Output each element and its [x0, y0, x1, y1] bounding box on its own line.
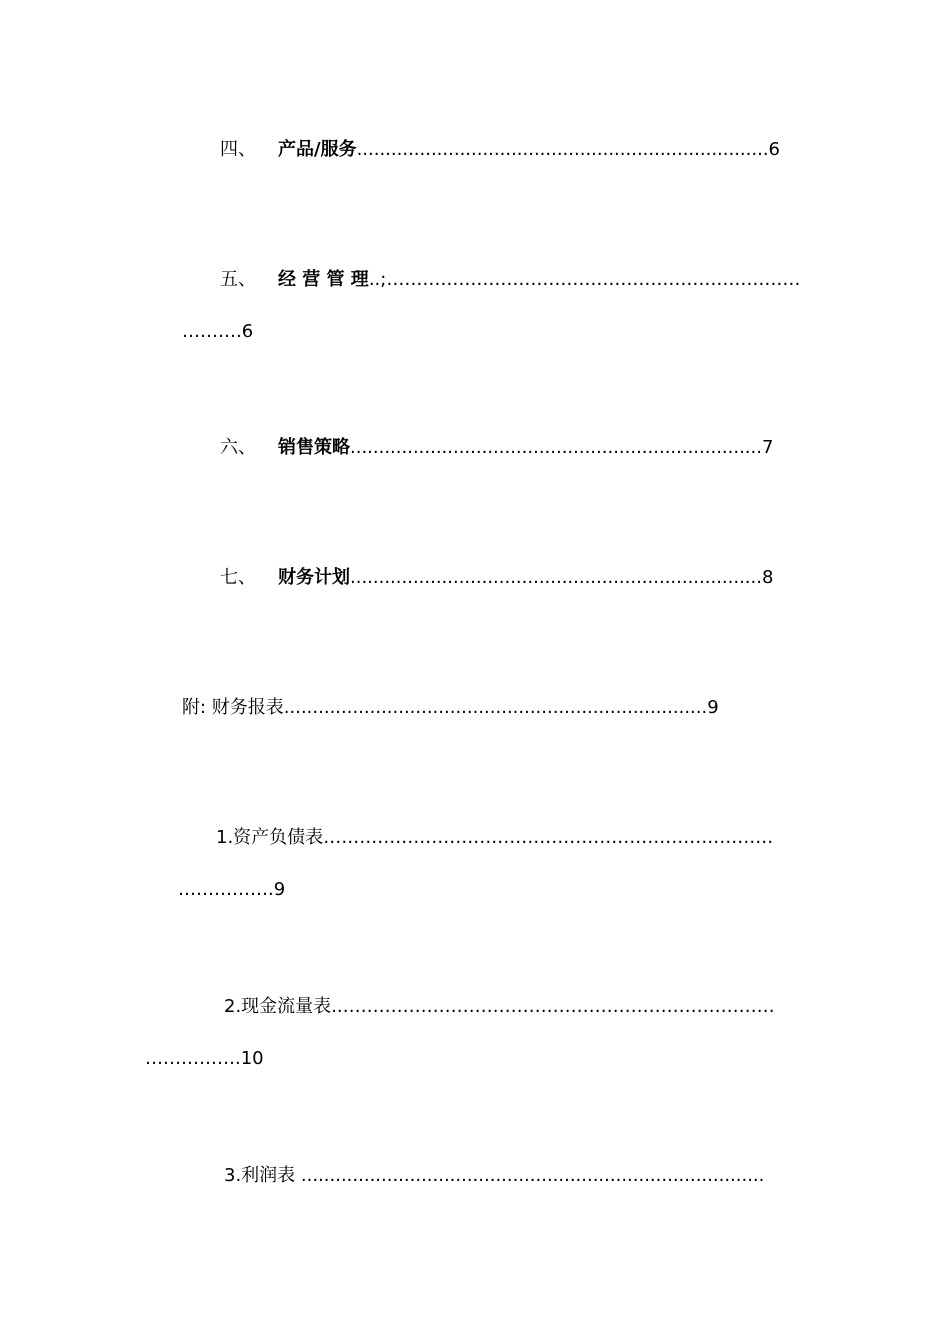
toc-leader: ..……………………………………………………………… [331, 996, 775, 1017]
toc-leader: ........................................................................ [350, 437, 762, 458]
toc-sub-1-cont [178, 879, 285, 901]
toc-page: 6 [768, 139, 780, 160]
toc-item-4 [220, 139, 780, 161]
toc-appendix [182, 697, 719, 719]
toc-label: 2.现金流量表 [224, 996, 332, 1017]
toc-sub-2 [224, 996, 775, 1018]
toc-label: 3.利润表 [224, 1165, 296, 1186]
toc-title: 财务计划 [278, 567, 350, 588]
toc-leader: ……………. [178, 879, 274, 900]
toc-sub-2-cont [145, 1048, 264, 1070]
toc-leader: ................................................................................. [295, 1165, 765, 1186]
toc-leader: ………………………………………………………………… [323, 827, 774, 848]
toc-sub-1 [216, 827, 773, 849]
toc-title: 产品/服务 [278, 139, 357, 160]
toc-page: 9 [707, 697, 719, 718]
toc-item-6 [220, 437, 773, 459]
toc-page: 7 [761, 437, 774, 458]
toc-number: 七、 [220, 567, 256, 588]
toc-title: 销售策略 [278, 437, 350, 458]
toc-item-5 [220, 269, 800, 291]
toc-leader: ……………. [145, 1048, 241, 1069]
toc-item-7 [220, 567, 773, 589]
toc-leader: .......................................................................... [283, 697, 708, 718]
toc-sub-3 [224, 1165, 764, 1187]
toc-page: 6 [241, 321, 254, 342]
toc-page: 8 [761, 567, 774, 588]
toc-label: 附: 财务报表 [182, 697, 284, 718]
toc-number: 五、 [220, 269, 256, 290]
toc-leader: ........................................................................ [356, 139, 769, 160]
toc-number: 四、 [220, 139, 256, 160]
toc-page: 9 [273, 879, 286, 900]
toc-leader: ........................................................................ [350, 567, 762, 588]
toc-item-5-cont [182, 321, 253, 343]
toc-leader: ..;…………………………………………………………… [368, 269, 801, 290]
toc-page: 10 [240, 1048, 264, 1069]
toc-title: 经 营 管 理 [278, 269, 369, 290]
toc-number: 六、 [220, 437, 256, 458]
toc-label: 1.资产负债表 [216, 827, 324, 848]
toc-leader: ………. [182, 321, 242, 342]
